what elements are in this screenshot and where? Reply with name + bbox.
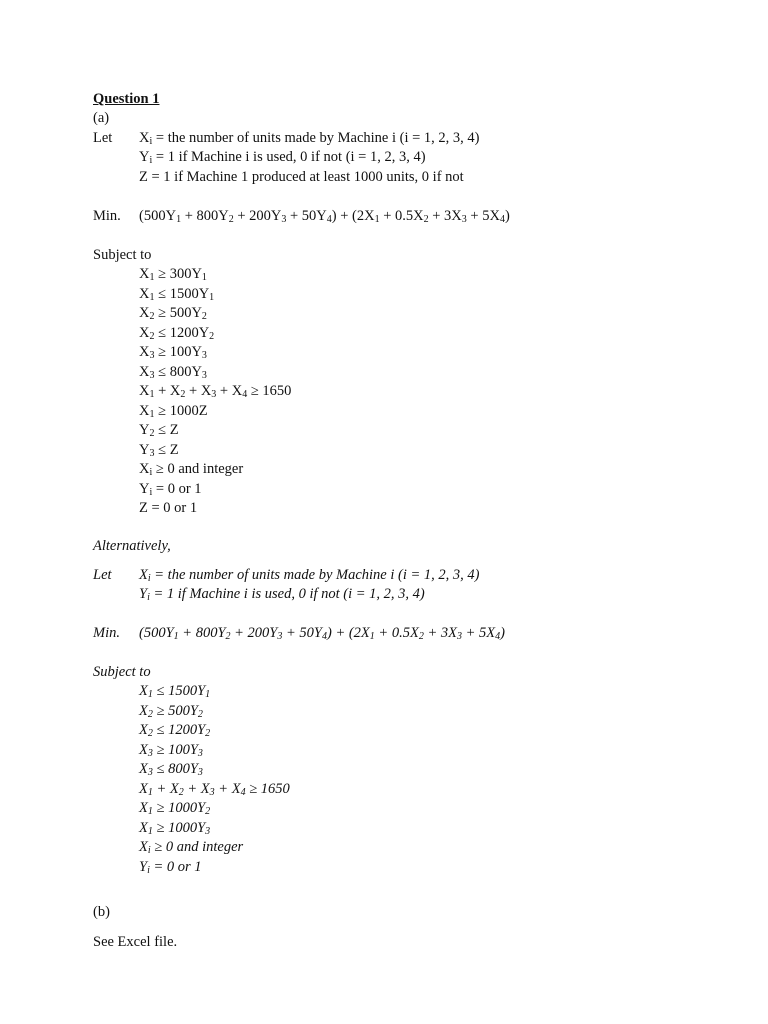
constraint: $X_1 \le 1500Y_1$ [139,286,215,303]
part-b-label: (b) [93,904,110,920]
alt-constraint: $X_2 \le 1200Y_2$ [139,722,211,739]
definition-x: $X_i$ = the number of units made by Machine i (i = 1, 2, 3, 4) [139,130,480,147]
alt-definition-y: $Y_i = 1$ if Machine i is used, 0 if not (i = 1, 2, 3, 4) [139,586,425,603]
subject-to-label: Subject to [93,247,152,263]
alt-objective-function: $(500Y_1 + 800Y_2 + 200Y_3 + 50Y_4) + (2X_1 + 0.5X_2 + 3X_3 + 5X_4)$ [139,625,505,642]
constraint: $X_i \ge 0$ and integer [139,461,244,478]
constraint: $X_1 \ge 300Y_1$ [139,266,207,283]
alt-constraint: $X_i \ge 0$ and integer [139,839,244,856]
alt-definition-x: $X_i$ = the number of units made by Machine i (i = 1, 2, 3, 4) [139,567,480,584]
alt-constraint: $Y_i = 0$ or 1 [139,859,202,876]
definition-y: $Y_i = 1$ if Machine i is used, 0 if not (i = 1, 2, 3, 4) [139,149,426,166]
alt-let-label: Let [93,567,112,583]
constraint: $Y_3 \le Z$ [139,442,179,459]
alt-constraint: $X_3 \ge 100Y_3$ [139,742,203,759]
part-a-label: (a) [93,110,110,126]
alt-constraint: $X_1 \ge 1000Y_3$ [139,820,211,837]
constraint: Z = 0 or 1 [139,500,198,516]
definition-z: Z = 1 if Machine 1 produced at least 1000 units, 0 if not [139,169,464,185]
alt-constraint: $X_1 \le 1500Y_1$ [139,683,211,700]
min-label: Min. [93,208,121,224]
alternatively-heading: Alternatively, [93,538,171,554]
constraint: $X_1 + X_2 + X_3 + X_4 \ge 1650$ [139,383,292,400]
constraint: $X_2 \le 1200Y_2$ [139,325,215,342]
objective-function: $(500Y_1 + 800Y_2 + 200Y_3 + 50Y_4) + (2X_1 + 0.5X_2 + 3X_3 + 5X_4)$ [139,208,510,225]
constraint: $X_3 \le 800Y_3$ [139,364,207,381]
question-title: Question 1 [93,91,160,107]
alt-constraint: $X_1 + X_2 + X_3 + X_4 \ge 1650$ [139,781,290,798]
alt-constraint: $X_1 \ge 1000Y_2$ [139,800,211,817]
alt-min-label: Min. [93,625,120,641]
constraint: $Y_2 \le Z$ [139,422,179,439]
constraint: $X_3 \ge 100Y_3$ [139,344,207,361]
constraint: $X_1 \ge 1000Z$ [139,403,208,420]
see-excel-note: See Excel file. [93,934,178,950]
constraint: $Y_i = 0$ or 1 [139,481,202,498]
constraint: $X_2 \ge 500Y_2$ [139,305,207,322]
alt-constraint: $X_3 \le 800Y_3$ [139,761,203,778]
let-label: Let [93,130,113,146]
alt-constraint: $X_2 \ge 500Y_2$ [139,703,203,720]
alt-subject-to-label: Subject to [93,664,151,680]
